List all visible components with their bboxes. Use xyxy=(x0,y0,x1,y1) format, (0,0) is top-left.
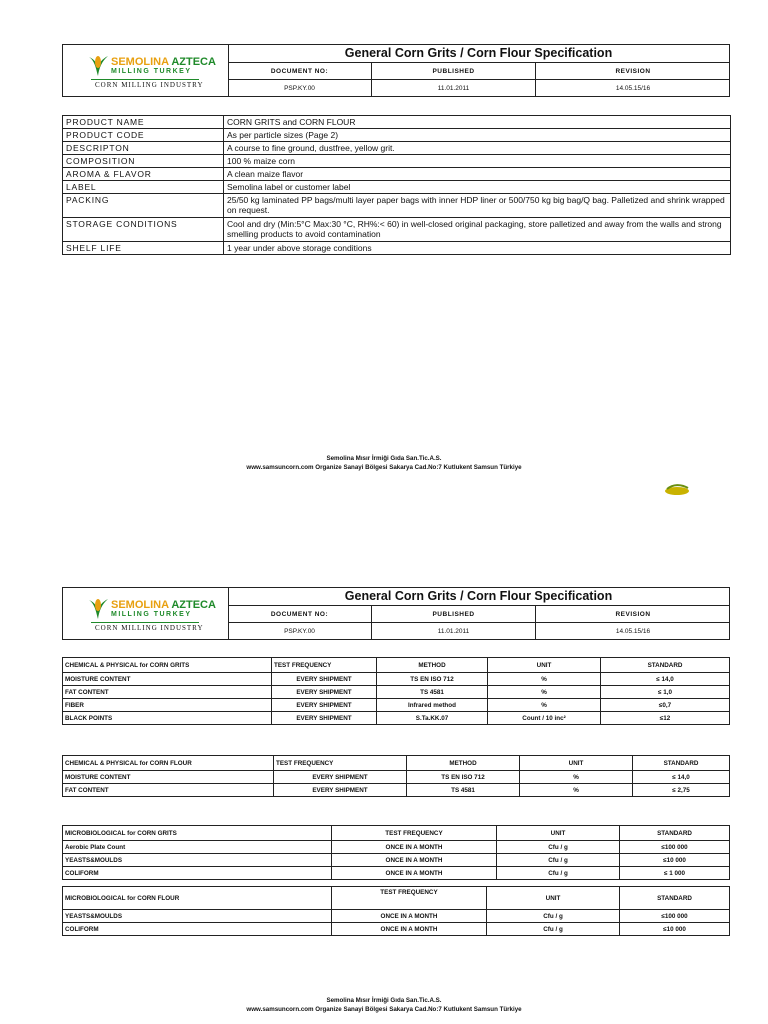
published-label: PUBLISHED xyxy=(372,63,536,80)
revision-value: 14.05.15/16 xyxy=(536,623,731,640)
table-cell: ≤12 xyxy=(601,712,730,725)
table-cell: STANDARD xyxy=(601,658,730,673)
table-cell: STANDARD xyxy=(620,887,730,910)
table-row xyxy=(63,910,730,923)
table-cell: EVERY SHIPMENT xyxy=(272,686,377,699)
table-cell: MOISTURE CONTENT xyxy=(63,673,272,686)
table-cell: LABEL xyxy=(63,181,224,194)
table-cell: CHEMICAL & PHYSICAL for CORN FLOUR xyxy=(63,756,274,771)
document-info-table xyxy=(228,605,730,639)
micro-grits-table xyxy=(62,825,730,880)
table-cell: ≤ 1,0 xyxy=(601,686,730,699)
table-cell: MOISTURE CONTENT xyxy=(63,771,274,784)
brand-name: SEMOLINA AZTECA xyxy=(111,56,216,68)
table-cell: PRODUCT CODE xyxy=(63,129,224,142)
table-cell: COMPOSITION xyxy=(63,155,224,168)
table-cell: UNIT xyxy=(488,658,601,673)
logo-cell xyxy=(63,45,229,96)
table-cell: UNIT xyxy=(497,826,620,841)
table-cell: FAT CONTENT xyxy=(63,686,272,699)
table-cell: % xyxy=(488,673,601,686)
revision-label: REVISION xyxy=(536,606,731,623)
company-address: www.samsuncorn.com Organize Sanayi Bölgesi Sakarya Cad.No:7 Kutlukent Samsun Türkiye xyxy=(246,464,522,471)
table-row xyxy=(63,699,730,712)
table-row xyxy=(63,686,730,699)
table-cell: As per particle sizes (Page 2) xyxy=(224,129,731,142)
table-cell: Cfu / g xyxy=(497,841,620,854)
published-label: PUBLISHED xyxy=(372,606,536,623)
table-row xyxy=(63,712,730,725)
table-cell: COLIFORM xyxy=(63,923,332,936)
table-cell: FIBER xyxy=(63,699,272,712)
table-cell: Aerobic Plate Count xyxy=(63,841,332,854)
brand-industry: CORN MILLING INDUSTRY xyxy=(95,624,204,632)
table-cell: ≤ 2,75 xyxy=(633,784,730,797)
table-header-row xyxy=(63,826,730,841)
table-cell: ONCE IN A MONTH xyxy=(332,867,497,880)
table-cell: SHELF LIFE xyxy=(63,242,224,255)
table-cell: 1 year under above storage conditions xyxy=(224,242,731,255)
table-cell: TEST FREQUENCY xyxy=(332,826,497,841)
table-cell: TS EN ISO 712 xyxy=(377,673,488,686)
chemical-flour-table xyxy=(62,755,730,797)
chemical-grits-table xyxy=(62,657,730,725)
table-row xyxy=(63,129,731,142)
micro-flour-table xyxy=(62,886,730,936)
company-logo xyxy=(87,596,227,636)
table-cell: EVERY SHIPMENT xyxy=(272,699,377,712)
table-cell: ≤10 000 xyxy=(620,923,730,936)
brand-subtitle: MILLING TURKEY xyxy=(111,611,192,618)
published-value: 11.01.2011 xyxy=(372,80,536,97)
page-title: General Corn Grits / Corn Flour Specification xyxy=(228,45,729,63)
table-cell: BLACK POINTS xyxy=(63,712,272,725)
table-cell: 25/50 kg laminated PP bags/multi layer paper bags with inner HDP liner or 500/750 kg big bag/Q bag. Palletized and shrink wrapped on request. xyxy=(224,194,731,218)
table-cell: TS 4581 xyxy=(377,686,488,699)
table-cell: Cfu / g xyxy=(487,910,620,923)
company-address: www.samsuncorn.com Organize Sanayi Bölgesi Sakarya Cad.No:7 Kutlukent Samsun Türkiye xyxy=(246,1006,522,1013)
table-cell: TS 4581 xyxy=(407,784,520,797)
table-row xyxy=(63,142,731,155)
table-cell: TEST FREQUENCY xyxy=(272,658,377,673)
table-cell: Cfu / g xyxy=(497,854,620,867)
table-cell: Count / 10 inc² xyxy=(488,712,601,725)
company-name: Semolina Mısır İrmiği Gıda San.Tic.A.S. xyxy=(326,455,442,462)
table-cell: YEASTS&MOULDS xyxy=(63,854,332,867)
logo-cell xyxy=(63,588,229,639)
spec-header-page2 xyxy=(62,587,730,640)
document-info-table xyxy=(228,62,730,96)
table-cell: METHOD xyxy=(377,658,488,673)
table-row xyxy=(63,784,730,797)
brand-name: SEMOLINA AZTECA xyxy=(111,599,216,611)
table-cell: TEST FREQUENCY xyxy=(274,756,407,771)
table-row xyxy=(63,116,731,129)
table-cell: ≤100 000 xyxy=(620,910,730,923)
table-cell: % xyxy=(488,686,601,699)
table-cell: Semolina label or customer label xyxy=(224,181,731,194)
table-cell: FAT CONTENT xyxy=(63,784,274,797)
table-cell: UNIT xyxy=(487,887,620,910)
table-cell: MICROBIOLOGICAL for CORN GRITS xyxy=(63,826,332,841)
doc-no-label: DOCUMENT NO: xyxy=(228,606,372,623)
table-cell: ≤100 000 xyxy=(620,841,730,854)
table-cell: UNIT xyxy=(520,756,633,771)
table-row xyxy=(63,168,731,181)
table-header-row xyxy=(63,658,730,673)
table-cell: 100 % maize corn xyxy=(224,155,731,168)
corn-logo-icon xyxy=(663,483,691,497)
table-row xyxy=(63,181,731,194)
corn-leaf-icon xyxy=(87,53,109,77)
table-cell: ≤ 14,0 xyxy=(633,771,730,784)
table-cell: MICROBIOLOGICAL for CORN FLOUR xyxy=(63,887,332,910)
table-cell: EVERY SHIPMENT xyxy=(274,771,407,784)
table-cell: EVERY SHIPMENT xyxy=(272,712,377,725)
page-title: General Corn Grits / Corn Flour Specification xyxy=(228,588,729,606)
table-cell: DESCRIPTON xyxy=(63,142,224,155)
table-cell: % xyxy=(488,699,601,712)
table-row xyxy=(63,867,730,880)
table-cell: ≤ 14,0 xyxy=(601,673,730,686)
corn-leaf-icon xyxy=(87,596,109,620)
table-cell: % xyxy=(520,771,633,784)
table-cell: ONCE IN A MONTH xyxy=(332,910,487,923)
revision-label: REVISION xyxy=(536,63,731,80)
table-cell: STANDARD xyxy=(620,826,730,841)
table-cell: ≤10 000 xyxy=(620,854,730,867)
table-cell: TS EN ISO 712 xyxy=(407,771,520,784)
table-cell: ≤0,7 xyxy=(601,699,730,712)
table-cell: EVERY SHIPMENT xyxy=(272,673,377,686)
company-logo xyxy=(87,53,227,93)
page-footer-2 xyxy=(0,996,768,1014)
table-cell: TEST FREQUENCY xyxy=(332,887,487,910)
table-cell: Cfu / g xyxy=(487,923,620,936)
table-cell: % xyxy=(520,784,633,797)
revision-value: 14.05.15/16 xyxy=(536,80,731,97)
table-row xyxy=(63,673,730,686)
published-value: 11.01.2011 xyxy=(372,623,536,640)
table-cell: Cool and dry (Min:5°C Max:30 °C, RH%:< 60) in well-closed original packaging, store palletized and away from the walls and strong smelling products to avoid contamination xyxy=(224,218,731,242)
table-header-row xyxy=(63,756,730,771)
table-row xyxy=(63,841,730,854)
brand-industry: CORN MILLING INDUSTRY xyxy=(95,81,204,89)
table-cell: STORAGE CONDITIONS xyxy=(63,218,224,242)
table-cell: Infrared method xyxy=(377,699,488,712)
table-cell: YEASTS&MOULDS xyxy=(63,910,332,923)
table-row xyxy=(63,242,731,255)
table-cell: PRODUCT NAME xyxy=(63,116,224,129)
table-cell: CHEMICAL & PHYSICAL for CORN GRITS xyxy=(63,658,272,673)
table-cell: A course to fine ground, dustfree, yellow grit. xyxy=(224,142,731,155)
table-row xyxy=(63,923,730,936)
table-row xyxy=(63,854,730,867)
table-cell: Cfu / g xyxy=(497,867,620,880)
page-footer-1 xyxy=(0,454,768,472)
table-cell: ONCE IN A MONTH xyxy=(332,923,487,936)
table-row xyxy=(63,194,731,218)
table-cell: EVERY SHIPMENT xyxy=(274,784,407,797)
product-info-table xyxy=(62,115,731,255)
table-cell: A clean maize flavor xyxy=(224,168,731,181)
table-cell: STANDARD xyxy=(633,756,730,771)
doc-no-value: PSP.KY.00 xyxy=(228,623,372,640)
table-cell: ONCE IN A MONTH xyxy=(332,854,497,867)
table-cell: METHOD xyxy=(407,756,520,771)
spec-header-page1 xyxy=(62,44,730,97)
table-header-row xyxy=(63,887,730,910)
table-cell: COLIFORM xyxy=(63,867,332,880)
table-row xyxy=(63,155,731,168)
table-cell: CORN GRITS and CORN FLOUR xyxy=(224,116,731,129)
table-cell: AROMA & FLAVOR xyxy=(63,168,224,181)
doc-no-value: PSP.KY.00 xyxy=(228,80,372,97)
table-cell: ≤ 1 000 xyxy=(620,867,730,880)
table-row xyxy=(63,218,731,242)
table-cell: S.Ta.KK.07 xyxy=(377,712,488,725)
brand-subtitle: MILLING TURKEY xyxy=(111,68,192,75)
company-name: Semolina Mısır İrmiği Gıda San.Tic.A.S. xyxy=(326,997,442,1004)
doc-no-label: DOCUMENT NO: xyxy=(228,63,372,80)
table-cell: ONCE IN A MONTH xyxy=(332,841,497,854)
table-cell: PACKING xyxy=(63,194,224,218)
table-row xyxy=(63,771,730,784)
